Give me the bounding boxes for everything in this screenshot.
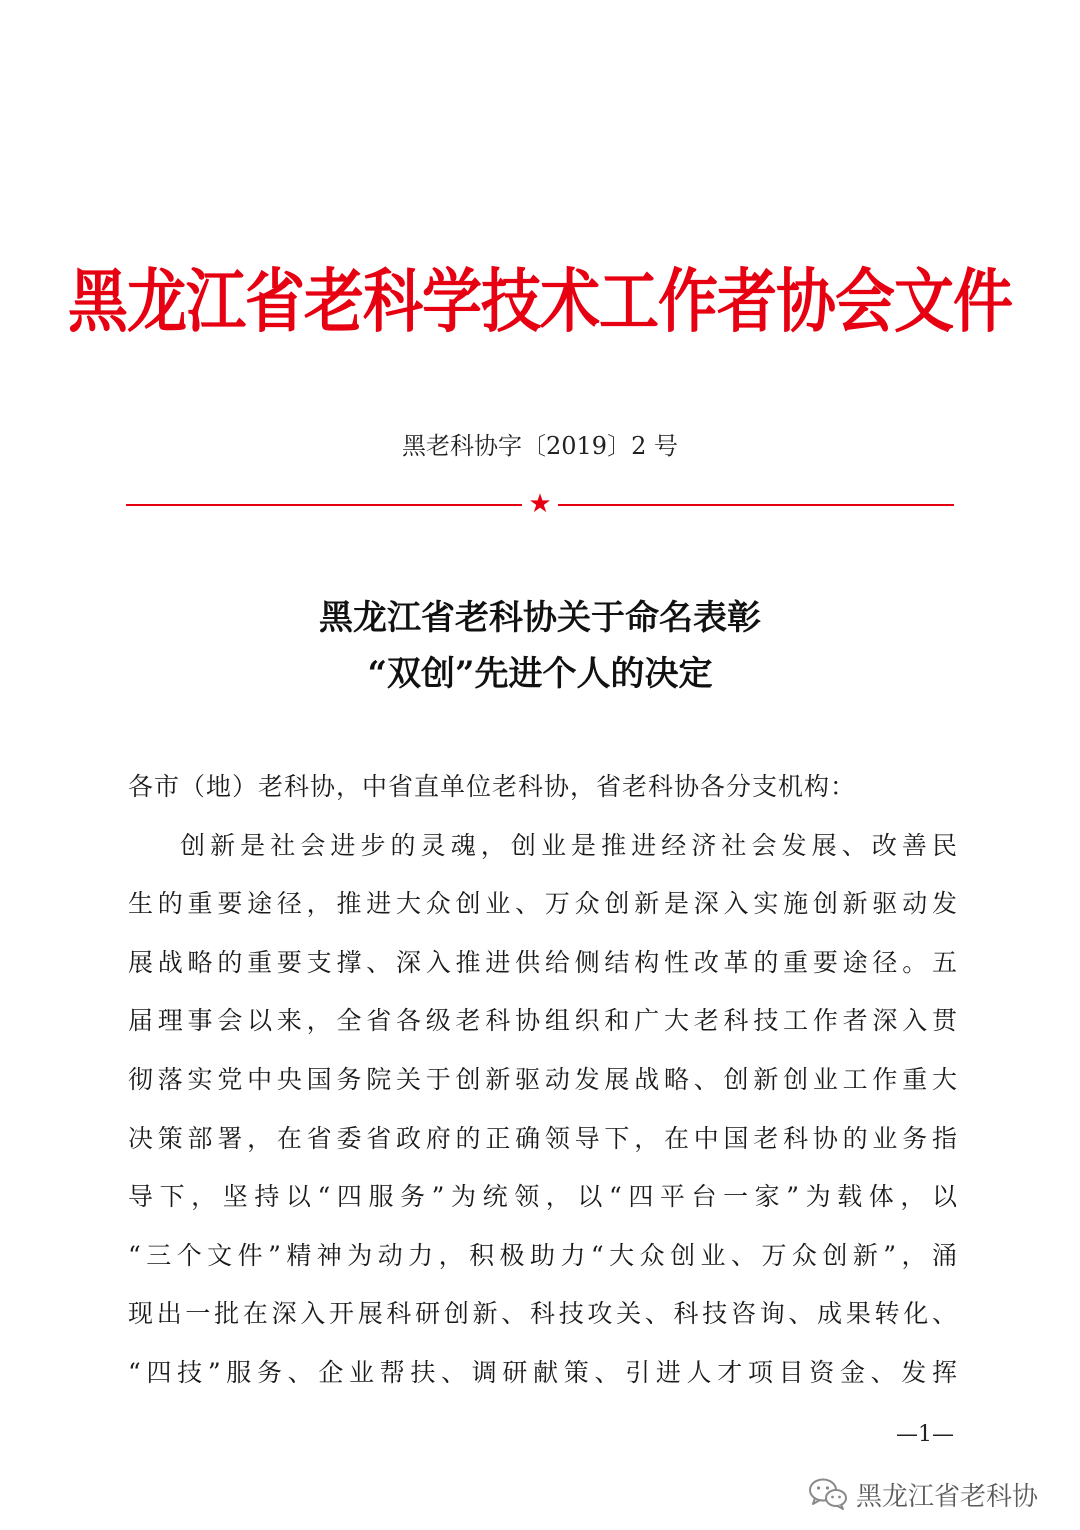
body-line: “四技”服务、企业帮扶、调研献策、引进人才项目资金、发挥 — [128, 1357, 958, 1387]
title-line-1: 黑龙江省老科协关于命名表彰 — [319, 598, 761, 638]
page-number: —1— — [896, 1422, 954, 1447]
divider-rule-right — [558, 504, 954, 506]
document-number: 黑老科协字〔2019〕2 号 — [402, 432, 678, 460]
body-line: 展战略的重要支撑、深入推进供给侧结构性改革的重要途径。五 — [128, 947, 958, 977]
document-title — [0, 590, 1080, 702]
body-line: 创新是社会进步的灵魂，创业是推进经济社会发展、改善民 — [180, 830, 958, 860]
salutation-line: 各市（地）老科协，中省直单位老科协，省老科协各分支机构： — [128, 772, 857, 801]
title-line-2: “双创”先进个人的决定 — [367, 654, 713, 694]
divider-rule-left — [126, 504, 522, 506]
body-line: 导下，坚持以“四服务”为统领，以“四平台一家”为载体，以 — [128, 1182, 958, 1212]
masthead-title: 黑龙江省老科学技术工作者协会文件 — [68, 261, 1012, 343]
red-divider — [126, 489, 954, 522]
body-line: 生的重要途径，推进大众创业、万众创新是深入实施创新驱动发 — [128, 889, 958, 919]
body-line: 届理事会以来，全省各级老科协组织和广大老科技工作者深入贯 — [128, 1006, 958, 1036]
wechat-icon — [808, 1477, 848, 1511]
watermark — [808, 1474, 1038, 1514]
body-line: 彻落实党中央国务院关于创新驱动发展战略、创新创业工作重大 — [128, 1064, 958, 1094]
watermark-label: 黑龙江省老科协 — [856, 1481, 1039, 1512]
star-icon: ★ — [528, 489, 552, 519]
body-text — [128, 758, 958, 1403]
body-line: “三个文件”精神为动力，积极助力“大众创业、万众创新”，涌 — [128, 1240, 958, 1270]
body-line: 决策部署，在省委省政府的正确领导下，在中国老科协的业务指 — [128, 1123, 958, 1153]
body-line: 现出一批在深入开展科研创新、科技攻关、科技咨询、成果转化、 — [128, 1299, 958, 1329]
